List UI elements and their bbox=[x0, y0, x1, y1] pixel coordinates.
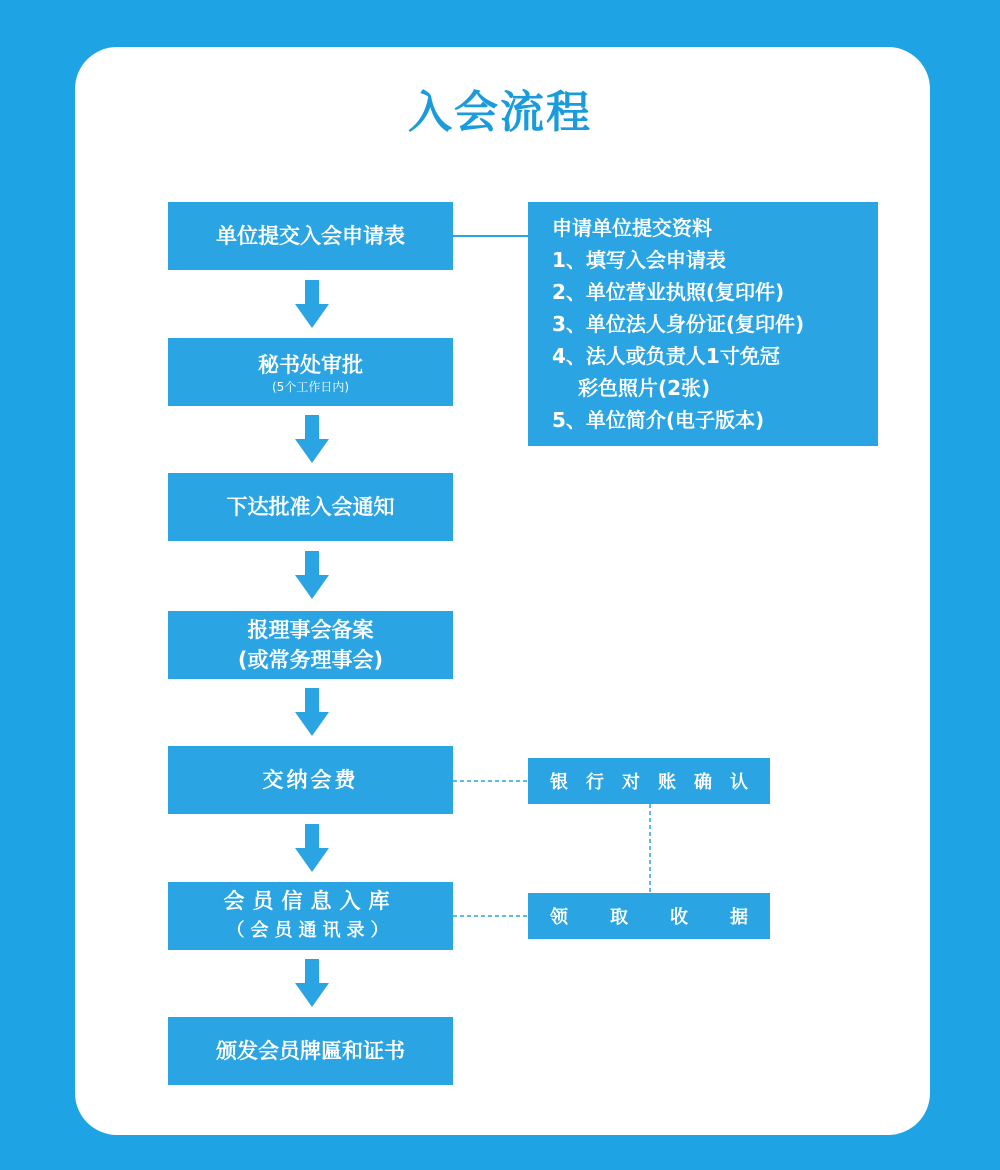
step-label-line2: （会员通讯录） bbox=[226, 920, 395, 941]
step-council-filing bbox=[168, 611, 453, 679]
down-arrow-icon bbox=[295, 415, 329, 463]
step-sublabel: (5个工作日内) bbox=[272, 379, 349, 394]
down-arrow-icon bbox=[295, 959, 329, 1007]
page-title: 入会流程 bbox=[408, 87, 592, 138]
side-char: 确 bbox=[694, 772, 712, 793]
side-char: 银 bbox=[550, 772, 568, 793]
step-pay-fees bbox=[168, 746, 453, 814]
materials-item: 1、填写入会申请表 bbox=[552, 248, 726, 272]
step-label: 单位提交入会申请表 bbox=[216, 224, 405, 248]
down-arrow-icon bbox=[295, 280, 329, 328]
side-char: 领 bbox=[550, 907, 568, 928]
step-label-line2: (或常务理事会) bbox=[237, 648, 384, 672]
side-char: 认 bbox=[730, 772, 748, 793]
materials-item: 2、单位营业执照(复印件) bbox=[552, 280, 785, 304]
materials-panel bbox=[528, 202, 878, 446]
step-approval-notice bbox=[168, 473, 453, 541]
bank-reconciliation-box bbox=[528, 758, 770, 804]
step-label: 下达批准入会通知 bbox=[226, 495, 395, 519]
step-label: 交纳会费 bbox=[262, 768, 359, 792]
step-label: 颁发会员牌匾和证书 bbox=[216, 1039, 405, 1063]
down-arrow-icon bbox=[295, 824, 329, 872]
materials-item: 5、单位简介(电子版本) bbox=[552, 408, 765, 432]
step-label: 秘书处审批 bbox=[258, 352, 363, 377]
step-member-database bbox=[168, 882, 453, 950]
side-char: 据 bbox=[730, 907, 748, 928]
down-arrow-icon bbox=[295, 551, 329, 599]
side-char: 收 bbox=[670, 907, 688, 928]
materials-item: 4、法人或负责人1寸免冠 bbox=[552, 344, 780, 368]
materials-item: 3、单位法人身份证(复印件) bbox=[552, 312, 805, 336]
down-arrow-icon bbox=[295, 688, 329, 736]
side-char: 取 bbox=[610, 907, 628, 928]
step-submit-application bbox=[168, 202, 453, 270]
receipt-box bbox=[528, 893, 770, 939]
materials-heading: 申请单位提交资料 bbox=[552, 216, 712, 240]
step-label: 报理事会备案 bbox=[247, 618, 374, 642]
side-char: 对 bbox=[622, 772, 640, 793]
side-char: 行 bbox=[586, 772, 604, 793]
step-issue-certificate bbox=[168, 1017, 453, 1085]
side-char: 账 bbox=[658, 772, 676, 793]
materials-item-continued: 彩色照片(2张) bbox=[578, 376, 711, 400]
step-secretariat-approval bbox=[168, 338, 453, 406]
step-label: 会员信息入库 bbox=[223, 889, 398, 913]
